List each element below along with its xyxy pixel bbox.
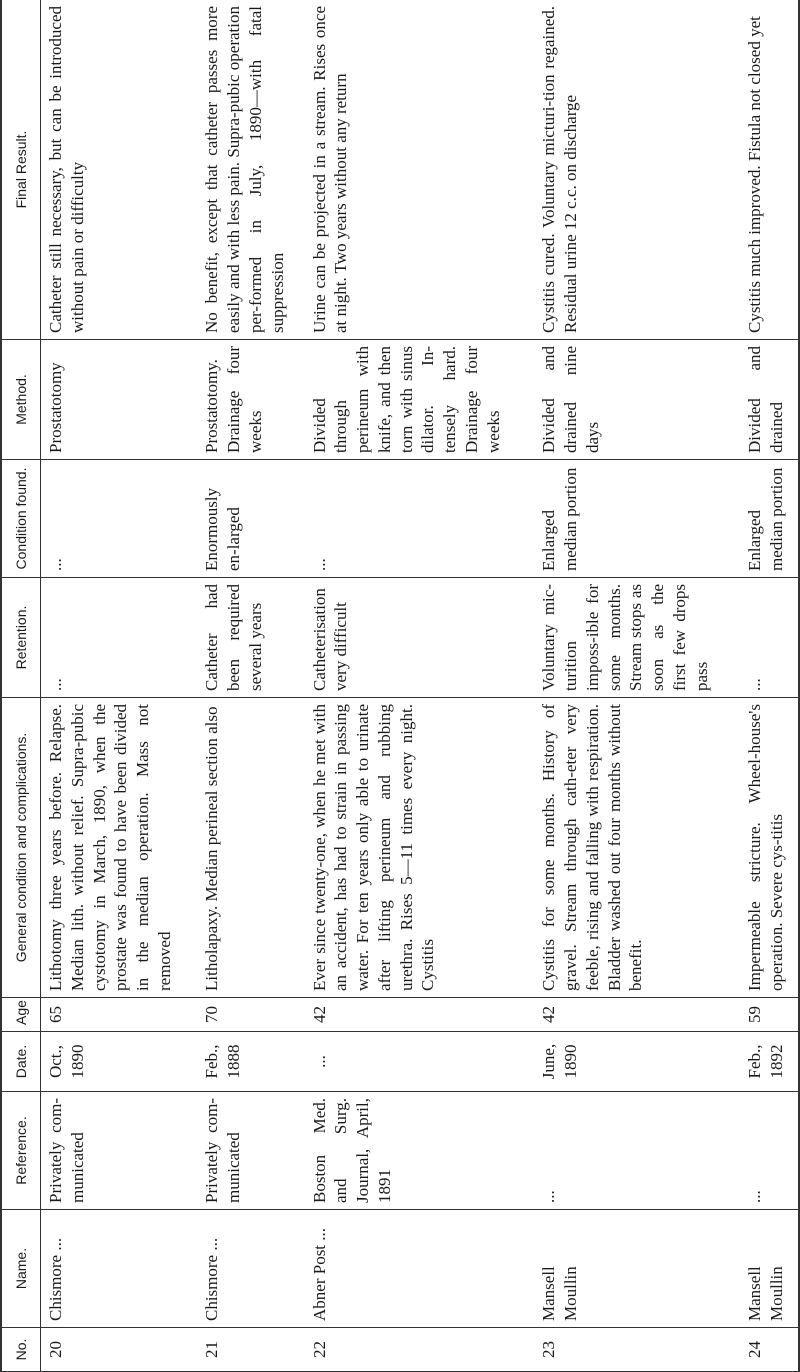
cell-condition: Enlarged median portion (740, 460, 799, 578)
cell-reference: Boston Med. and Surg. Journal, April, 1891 (305, 1092, 535, 1210)
table-row (197, 0, 304, 1372)
cell-date: Feb., 1892 (740, 1032, 799, 1092)
cell-retention: ... (41, 578, 198, 698)
table-row (41, 0, 198, 1372)
cell-method: Divided and drained nine days (534, 340, 739, 460)
table-row (305, 0, 535, 1372)
cell-no: 23 (534, 1328, 739, 1372)
cell-no: 24 (740, 1328, 799, 1372)
cell-retention: Catheter had been required several years (197, 578, 304, 698)
cell-reference: Privately com-municated (41, 1092, 198, 1210)
cell-date: Oct., 1890 (41, 1032, 198, 1092)
table-row (534, 0, 739, 1372)
cell-general: Lithotomy three years before. Relapse. Median lith. without relief. Supra-pubic cystotomy in March, 1890, when the prostate was found to have been divided in the median operation. Mass not removed (41, 698, 198, 998)
cell-age: 59 (740, 998, 799, 1032)
cell-method: Divided through perineum with knife, and then torn with sinus dilator. In-tensely hard. Drainage four weeks (305, 340, 535, 460)
cell-name: Mansell Moullin (740, 1210, 799, 1328)
cell-reference: Privately com-municated (197, 1092, 304, 1210)
cell-age: 42 (534, 998, 739, 1032)
table-row (740, 0, 799, 1372)
header-name: Name. (1, 1210, 41, 1328)
cell-retention: ... (740, 578, 799, 698)
header-reference: Reference. (1, 1092, 41, 1210)
cell-condition: ... (305, 460, 535, 578)
cell-general: Litholapaxy. Median perineal section also (197, 698, 304, 998)
cell-name: Abner Post ... (305, 1210, 535, 1328)
cell-date: June, 1890 (534, 1032, 739, 1092)
header-row (1, 0, 41, 1372)
cell-retention: Catheterisation very difficult (305, 578, 535, 698)
header-age: Age (1, 998, 41, 1032)
cell-age: 65 (41, 998, 198, 1032)
cell-age: 42 (305, 998, 535, 1032)
cell-method: Prostatotomy. Drainage four weeks (197, 340, 304, 460)
header-retention: Retention. (1, 578, 41, 698)
cell-reference: ... (534, 1092, 739, 1210)
cell-general: Impermeable stricture. Wheel-house's operation. Severe cys-titis (740, 698, 799, 998)
cell-condition: Enlarged median portion (534, 460, 739, 578)
cell-result: Cystitis much improved. Fistula not closed yet (740, 0, 799, 340)
cell-method: Divided and drained (740, 340, 799, 460)
cell-no: 21 (197, 1328, 304, 1372)
cell-result: No benefit, except that catheter passes more easily and with less pain. Supra-pubic operation per-formed in July, 1890—with fatal suppression (197, 0, 304, 340)
cell-result: Catheter still necessary, but can be introduced without pain or difficulty (41, 0, 198, 340)
cell-condition: Enormously en-larged (197, 460, 304, 578)
header-result: Final Result. (1, 0, 41, 340)
header-condition: Condition found. (1, 460, 41, 578)
cell-method: Prostatotomy (41, 340, 198, 460)
cell-no: 22 (305, 1328, 535, 1372)
cell-age: 70 (197, 998, 304, 1032)
header-method: Method. (1, 340, 41, 460)
cell-name: Chismore ... (41, 1210, 198, 1328)
cell-result: Urine can be projected in a stream. Rises once at night. Two years without any return (305, 0, 535, 340)
cell-condition: ... (41, 460, 198, 578)
cell-date: ... (305, 1032, 535, 1092)
cell-date: Feb., 1888 (197, 1032, 304, 1092)
cell-name: Chismore ... (197, 1210, 304, 1328)
cell-general: Ever since twenty-one, when he met with an accident, has had to strain in passing water. For ten years only able to urinate after lifting perineum and rubbing urethra. Rises 5—11 times every night. Cystitis (305, 698, 535, 998)
header-date: Date. (1, 1032, 41, 1092)
cell-retention: Voluntary mic-turition imposs-ible for some months. Stream stops as soon as the first few drops pass (534, 578, 739, 698)
cell-general: Cystitis for some months. History of gravel. Stream through cath-eter very feeble, rising and falling with respiration. Bladder washed out four months without benefit. (534, 698, 739, 998)
cell-result: Cystitis cured. Voluntary micturi-tion regained. Residual urine 12 c.c. on discharge (534, 0, 739, 340)
header-no: No. (1, 1328, 41, 1372)
cell-reference: ... (740, 1092, 799, 1210)
header-general: General condition and complications. (1, 698, 41, 998)
cell-no: 20 (41, 1328, 198, 1372)
cell-name: Mansell Moullin (534, 1210, 739, 1328)
